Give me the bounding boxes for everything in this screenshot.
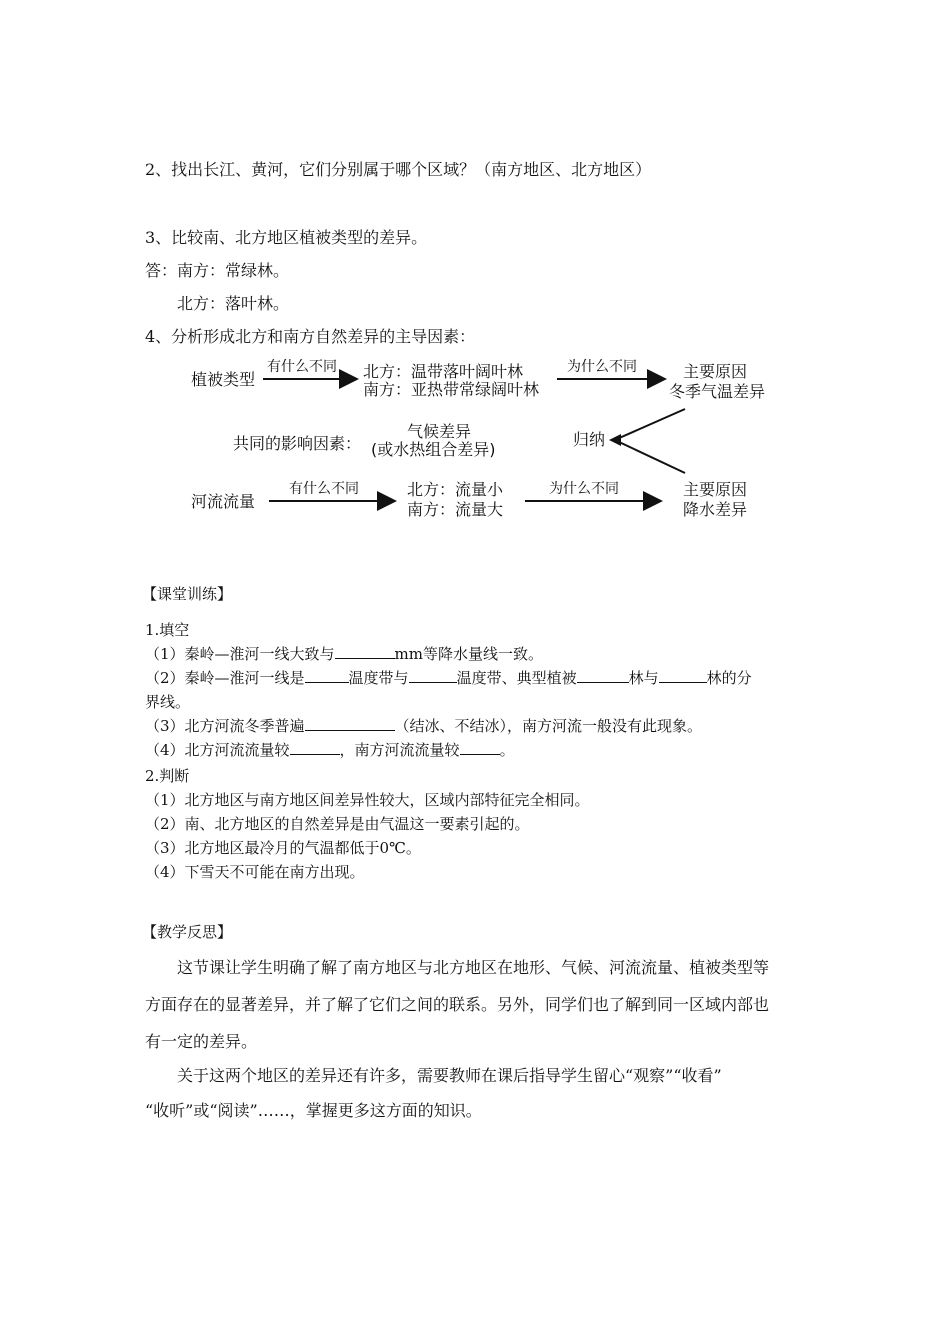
fill-3-blank[interactable] — [305, 716, 395, 731]
judge-item-1: （1）北方地区与南方地区间差异性较大，区域内部特征完全相同。 — [145, 791, 590, 809]
fill-4-text-b: ，南方河流流量较 — [339, 741, 460, 759]
diagram-main-reason-1: 主要原因 — [683, 362, 748, 381]
converge-line-bottom — [617, 441, 685, 473]
diagram-what-diff-1: 有什么不同 — [267, 359, 337, 375]
fill-2-text-e: 林的分 — [706, 669, 752, 687]
judge-item-2: （2）南、北方地区的自然差异是由气温这一要素引起的。 — [145, 815, 530, 833]
converge-arrowhead — [609, 434, 621, 446]
answer-south: 答：南方：常绿林。 — [145, 261, 290, 280]
diagram-common-factor: 共同的影响因素： — [233, 434, 362, 453]
fill-1-text-a: （1）秦岭—淮河一线大致与 — [145, 645, 335, 663]
factor-diagram — [185, 355, 795, 530]
training-title: 【课堂训练】 — [142, 585, 233, 603]
diagram-river-flow: 河流流量 — [191, 492, 256, 511]
question-2: 2、找出长江、黄河，它们分别属于哪个区域？（南方地区、北方地区） — [145, 160, 652, 179]
fill-item-1 — [145, 644, 543, 664]
diagram-water-heat: (或水热组合差异) — [371, 440, 496, 459]
diagram-climate-diff: 气候差异 — [407, 422, 472, 441]
fill-2-text-a: （2）秦岭—淮河一线是 — [145, 669, 305, 687]
answer-north: 北方：落叶林。 — [177, 294, 290, 313]
diagram-north-veg: 北方：温带落叶阔叶林 — [363, 362, 524, 381]
fill-item-2 — [145, 668, 752, 688]
diagram-main-reason-2: 主要原因 — [683, 480, 748, 499]
reflection-p2-line-1: 关于这两个地区的差异还有许多，需要教师在课后指导学生留心“观察”“收看” — [177, 1066, 722, 1085]
converge-line-top — [617, 409, 685, 439]
diagram-why-diff-2: 为什么不同 — [549, 481, 619, 497]
fill-2-blank-1[interactable] — [305, 668, 349, 683]
fill-4-text-c: 。 — [499, 741, 515, 759]
diagram-precip-diff: 降水差异 — [683, 500, 748, 519]
question-4: 4、分析形成北方和南方自然差异的主导因素： — [145, 327, 476, 346]
fill-4-blank-2[interactable] — [460, 740, 500, 755]
diagram-why-diff-1: 为什么不同 — [567, 359, 637, 375]
diagram-winter-temp: 冬季气温差异 — [669, 382, 766, 401]
reflection-p1-line-1: 这节课让学生明确了解了南方地区与北方地区在地形、气候、河流流量、植被类型等 — [177, 958, 770, 977]
reflection-p2-line-2: “收听”或“阅读”……，掌握更多这方面的知识。 — [145, 1101, 482, 1120]
diagram-veg-type: 植被类型 — [191, 370, 256, 389]
fill-4-blank-1[interactable] — [290, 740, 340, 755]
fill-1-blank[interactable] — [335, 644, 395, 659]
judge-item-4: （4）下雪天不可能在南方出现。 — [145, 863, 365, 881]
diagram-south-veg: 南方：亚热带常绿阔叶林 — [363, 380, 540, 399]
fill-2-blank-4[interactable] — [659, 668, 707, 683]
fill-4-text-a: （4）北方河流流量较 — [145, 741, 290, 759]
diagram-what-diff-2: 有什么不同 — [289, 481, 359, 497]
fill-item-4 — [145, 740, 515, 760]
judge-item-3: （3）北方地区最冷月的气温都低于0℃。 — [145, 839, 421, 857]
fill-1-text-b: mm等降水量线一致。 — [394, 645, 543, 663]
reflection-p1-line-3: 有一定的差异。 — [145, 1032, 258, 1051]
fill-2-text-d: 林与 — [628, 669, 659, 687]
judge-title: 2.判断 — [145, 767, 190, 785]
fill-3-text-b: （结冰、不结冰），南方河流一般没有此现象。 — [394, 717, 703, 735]
reflection-p1-line-2: 方面存在的显著差异，并了解了它们之间的联系。另外，同学们也了解到同一区域内部也 — [145, 995, 770, 1014]
diagram-summary: 归纳 — [573, 430, 606, 449]
fill-item-3 — [145, 716, 702, 736]
reflection-title: 【教学反思】 — [142, 923, 233, 941]
fill-title: 1.填空 — [145, 621, 190, 639]
diagram-north-flow: 北方：流量小 — [407, 480, 504, 499]
question-3: 3、比较南、北方地区植被类型的差异。 — [145, 228, 428, 247]
fill-2-text-c: 温度带、典型植被 — [456, 669, 577, 687]
fill-2-blank-3[interactable] — [577, 668, 629, 683]
fill-item-2-cont: 界线。 — [145, 693, 191, 711]
fill-2-blank-2[interactable] — [409, 668, 457, 683]
fill-2-text-b: 温度带与 — [348, 669, 409, 687]
fill-3-text-a: （3）北方河流冬季普遍 — [145, 717, 305, 735]
diagram-south-flow: 南方：流量大 — [407, 500, 504, 519]
